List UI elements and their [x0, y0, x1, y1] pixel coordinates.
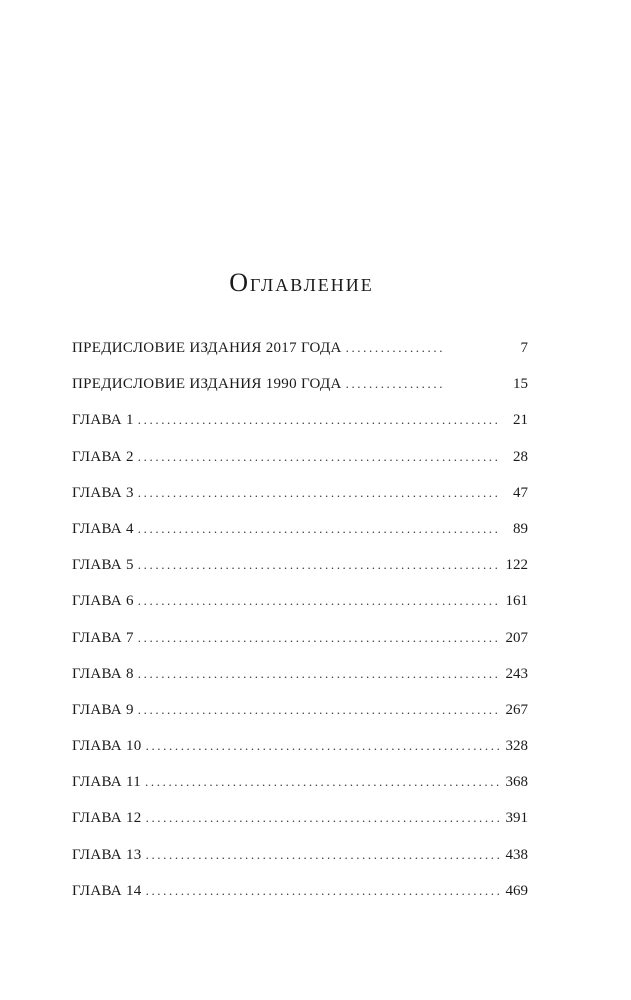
toc-entry-preface-2017[interactable]: [72, 334, 528, 370]
toc-entry-preface-1990[interactable]: [72, 370, 528, 406]
toc-entry-chapter-8[interactable]: [72, 660, 528, 696]
toc-entry-label: ГЛАВА 12: [72, 810, 142, 827]
toc-entry-label: ГЛАВА 6: [72, 593, 134, 610]
toc-leader-dots: [138, 443, 499, 471]
toc-entry-chapter-7[interactable]: [72, 624, 528, 660]
toc-entry-page: 89: [513, 520, 528, 537]
toc-entry-chapter-9[interactable]: [72, 696, 528, 732]
toc-entry-chapter-4[interactable]: [72, 515, 528, 551]
toc-leader-dots: [145, 768, 499, 796]
toc-entry-label: ПРЕДИСЛОВИЕ ИЗДАНИЯ 1990 ГОДА: [72, 376, 342, 393]
toc-entry-page: 438: [505, 846, 528, 863]
toc-entry-label: ГЛАВА 4: [72, 520, 134, 537]
toc-entry-page: 207: [505, 629, 528, 646]
toc-entry-page: 243: [505, 665, 528, 682]
toc-leader-dots: [138, 406, 499, 434]
toc-entry-page: 15: [513, 376, 528, 393]
toc-entry-chapter-2[interactable]: [72, 443, 528, 479]
toc-entry-chapter-1[interactable]: [72, 406, 528, 442]
toc-leader-dots: [138, 696, 499, 724]
toc-leader-dots: [346, 334, 442, 362]
toc-entry-label: ГЛАВА 1: [72, 412, 134, 429]
toc-entry-label: ГЛАВА 13: [72, 846, 142, 863]
toc-leader-dots: [138, 587, 499, 615]
toc-entry-label: ГЛАВА 5: [72, 557, 134, 574]
toc-entry-label: ГЛАВА 9: [72, 701, 134, 718]
toc-leader-dots: [346, 370, 442, 398]
toc-entry-page: 21: [513, 412, 528, 429]
toc-entry-chapter-11[interactable]: [72, 768, 528, 804]
toc-entry-page: 7: [520, 340, 528, 356]
toc-leader-dots: [138, 551, 499, 579]
toc-entry-page: 47: [513, 484, 528, 501]
toc-leader-dots: [146, 841, 499, 869]
toc-entry-chapter-10[interactable]: [72, 732, 528, 768]
toc-entry-chapter-13[interactable]: [72, 841, 528, 877]
toc-leader-dots: [146, 804, 499, 832]
toc-entry-page: 469: [505, 882, 528, 899]
toc-entry-chapter-5[interactable]: [72, 551, 528, 587]
toc-entry-label: ГЛАВА 2: [72, 448, 134, 465]
toc-leader-dots: [146, 732, 499, 760]
toc-entry-page: 368: [505, 774, 528, 791]
toc-title: Оглавление: [229, 268, 374, 297]
table-of-contents: [72, 334, 528, 913]
toc-entry-page: 328: [505, 738, 528, 755]
toc-entry-page: 122: [505, 557, 528, 574]
toc-entry-label: ГЛАВА 14: [72, 882, 142, 899]
toc-leader-dots: [138, 660, 499, 688]
toc-leader-dots: [146, 877, 499, 905]
toc-entry-label: ГЛАВА 3: [72, 484, 134, 501]
toc-entry-page: 267: [505, 701, 528, 718]
toc-entry-chapter-14[interactable]: [72, 877, 528, 913]
toc-leader-dots: [138, 624, 499, 652]
toc-entry-label: ГЛАВА 8: [72, 665, 134, 682]
toc-entry-chapter-6[interactable]: [72, 587, 528, 623]
toc-entry-label: ГЛАВА 7: [72, 629, 134, 646]
toc-entry-label: ГЛАВА 11: [72, 774, 142, 791]
toc-entry-chapter-3[interactable]: [72, 479, 528, 515]
toc-entry-page: 391: [505, 810, 528, 827]
toc-leader-dots: [138, 479, 499, 507]
toc-entry-label: ГЛАВА 10: [72, 738, 142, 755]
toc-entry-page: 28: [513, 448, 528, 465]
toc-entry-label: ПРЕДИСЛОВИЕ ИЗДАНИЯ 2017 ГОДА: [72, 340, 342, 356]
toc-entry-page: 161: [505, 593, 528, 610]
toc-leader-dots: [138, 515, 499, 543]
toc-entry-chapter-12[interactable]: [72, 804, 528, 840]
